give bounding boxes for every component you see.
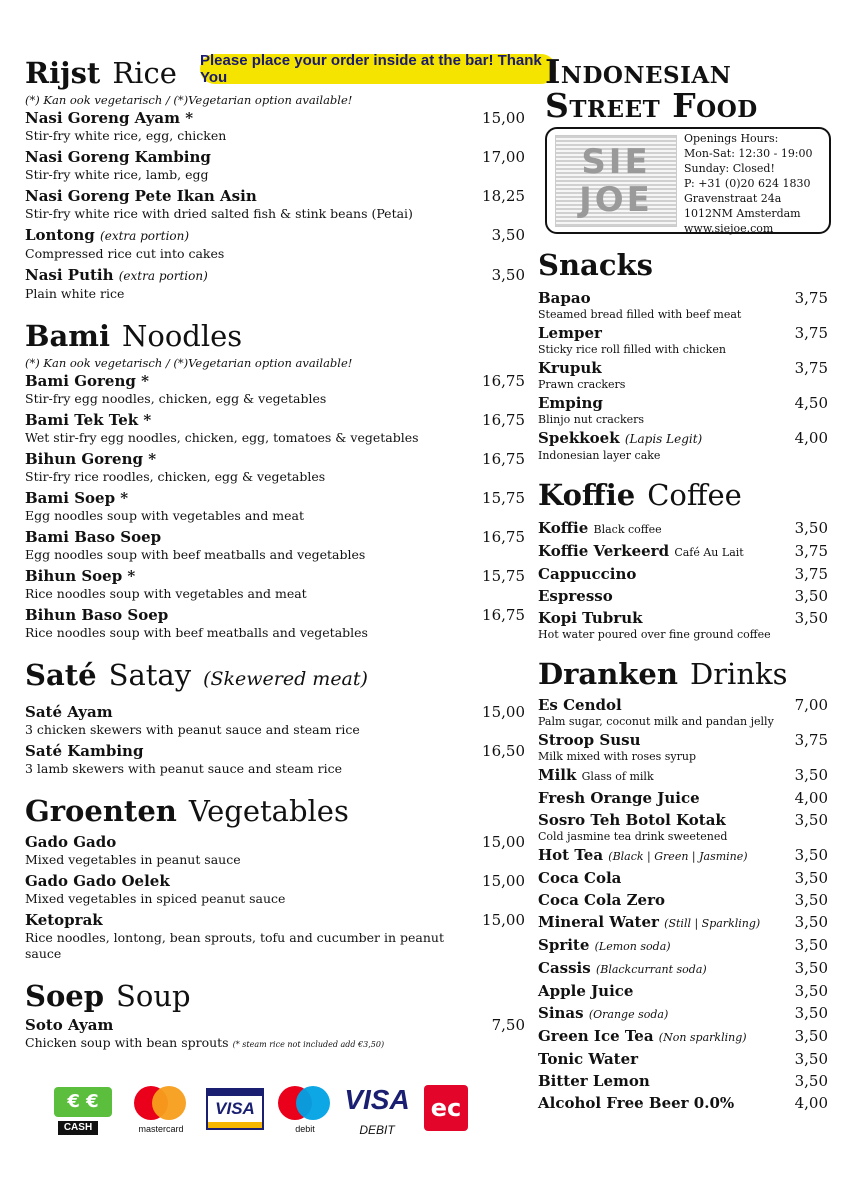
- item-description: Mixed vegetables in peanut sauce: [25, 852, 241, 867]
- item-name: Sprite (Lemon soda): [538, 936, 671, 954]
- item-extra: (Lapis Legit): [624, 432, 703, 446]
- item-price: 15,00: [482, 872, 525, 890]
- brand-title: [545, 52, 835, 125]
- item-price: 4,00: [794, 429, 828, 447]
- item-name: Hot Tea (Black | Green | Jasmine): [538, 846, 748, 864]
- item-name: Spekkoek (Lapis Legit): [538, 429, 703, 447]
- item-price: 3,75: [794, 324, 828, 342]
- item-name: Fresh Orange Juice: [538, 789, 700, 807]
- section-title: Snacks: [538, 248, 653, 282]
- item-name: Espresso: [538, 587, 613, 605]
- item-description: Stir-fry white rice with dried salted fish & stink beans (Petai): [25, 206, 413, 221]
- item-price: 3,50: [794, 1004, 828, 1022]
- item-description: Stir-fry egg noodles, chicken, egg & vegetables: [25, 391, 327, 406]
- item-price: 15,00: [482, 833, 525, 851]
- menu-item: [25, 489, 525, 524]
- menu-item: [538, 766, 828, 786]
- item-name: Cappuccino: [538, 565, 637, 583]
- item-price: 3,75: [794, 731, 828, 749]
- menu-item: [538, 1072, 828, 1091]
- menu-item: [25, 187, 525, 222]
- item-description: Blinjo nut crackers: [538, 413, 645, 426]
- item-name: Milk Glass of milk: [538, 766, 654, 784]
- item-description: Rice noodles, lontong, bean sprouts, tofu and cucumber in peanut sauce: [25, 930, 444, 961]
- payment-methods: [52, 1083, 472, 1143]
- info-line: Mon-Sat: 12:30 - 19:00: [684, 147, 813, 160]
- item-description: Steamed bread filled with beef meat: [538, 308, 742, 321]
- item-price: 16,75: [482, 450, 525, 468]
- menu-item: [25, 109, 525, 144]
- menu-item: [538, 1050, 828, 1069]
- visa-debit-icon: VISA DEBIT: [344, 1084, 410, 1137]
- info-line: Sunday: Closed!: [684, 162, 775, 175]
- item-price: 4,00: [794, 789, 828, 807]
- section-title: Bami Noodles: [25, 319, 243, 353]
- menu-item: [25, 528, 525, 563]
- info-line: Openings Hours:: [684, 132, 779, 145]
- item-name: Bami Soep *: [25, 489, 129, 507]
- item-price: 3,50: [794, 766, 828, 784]
- section-coffee: [538, 477, 828, 641]
- veg-note: (*) Kan ook vegetarisch / (*)Vegetarian option available!: [25, 356, 353, 370]
- menu-item: [25, 911, 525, 962]
- item-price: 7,00: [794, 696, 828, 714]
- item-description: Stir-fry rice roodles, chicken, egg & vegetables: [25, 469, 326, 484]
- menu-item: [25, 606, 525, 641]
- menu-item: [25, 1016, 525, 1053]
- section-drinks: [538, 656, 828, 1113]
- menu-item: [25, 833, 525, 868]
- item-price: 15,00: [482, 911, 525, 929]
- menu-item: [538, 696, 828, 728]
- item-name: Bami Goreng *: [25, 372, 149, 390]
- menu-item: [538, 359, 828, 391]
- item-name: Saté Ayam: [25, 703, 113, 721]
- menu-item: [538, 869, 828, 888]
- menu-item: [538, 542, 828, 562]
- menu-item: [25, 372, 525, 407]
- brand-line-1: Indonesian: [545, 52, 732, 91]
- item-name: Coca Cola: [538, 869, 622, 887]
- menu-item: [538, 936, 828, 956]
- item-description: Stir-fry white rice, lamb, egg: [25, 167, 209, 182]
- section-title: Saté Satay (Skewered meat): [25, 658, 368, 692]
- item-description: Sticky rice roll filled with chicken: [538, 343, 726, 356]
- item-name: Bihun Soep *: [25, 567, 136, 585]
- item-name: Bami Tek Tek *: [25, 411, 152, 429]
- item-price: 16,75: [482, 372, 525, 390]
- item-description: Stir-fry white rice, egg, chicken: [25, 128, 227, 143]
- item-description: Prawn crackers: [538, 378, 626, 391]
- section-soup: [25, 978, 525, 1053]
- item-name: Nasi Putih (extra portion): [25, 266, 208, 284]
- item-description: Egg noodles soup with beef meatballs and vegetables: [25, 547, 366, 562]
- menu-item: [538, 565, 828, 584]
- item-price: 15,00: [482, 109, 525, 127]
- item-price: 3,50: [491, 226, 525, 244]
- item-price: 3,50: [794, 846, 828, 864]
- item-price: 3,50: [794, 959, 828, 977]
- item-price: 3,50: [794, 519, 828, 537]
- item-name: Soto Ayam: [25, 1016, 114, 1034]
- section-satay: [25, 657, 525, 777]
- item-subtitle: (Black | Green | Jasmine): [608, 850, 748, 863]
- item-price: 15,75: [482, 567, 525, 585]
- item-description: Rice noodles soup with vegetables and meat: [25, 586, 307, 601]
- item-description: 3 chicken skewers with peanut sauce and steam rice: [25, 722, 360, 737]
- menu-item: [538, 811, 828, 843]
- item-name: Koffie Verkeerd Café Au Lait: [538, 542, 744, 560]
- menu-item: [538, 1027, 828, 1047]
- item-name: Koffie Black coffee: [538, 519, 662, 537]
- menu-item: [538, 846, 828, 866]
- item-name: Lontong (extra portion): [25, 226, 190, 244]
- item-price: 16,75: [482, 528, 525, 546]
- item-price: 3,50: [794, 982, 828, 1000]
- item-price: 3,50: [794, 1050, 828, 1068]
- section-snacks: [538, 247, 828, 462]
- item-name: Alcohol Free Beer 0.0%: [538, 1094, 735, 1112]
- item-price: 3,50: [794, 811, 828, 829]
- menu-item: [538, 891, 828, 910]
- menu-item: [25, 148, 525, 183]
- item-name: Es Cendol: [538, 696, 622, 714]
- item-price: 3,75: [794, 289, 828, 307]
- item-name: Green Ice Tea (Non sparkling): [538, 1027, 747, 1045]
- menu-item: [538, 1004, 828, 1024]
- section-title: Koffie Coffee: [538, 478, 742, 512]
- item-extra: (extra portion): [100, 229, 190, 243]
- item-name: Coca Cola Zero: [538, 891, 666, 909]
- item-description: Milk mixed with roses syrup: [538, 750, 697, 763]
- item-price: 7,50: [491, 1016, 525, 1034]
- item-description: Compressed rice cut into cakes: [25, 246, 225, 261]
- item-price: 3,50: [491, 266, 525, 284]
- item-price: 3,50: [794, 1027, 828, 1045]
- item-name: Nasi Goreng Pete Ikan Asin: [25, 187, 257, 205]
- item-name: Nasi Goreng Ayam *: [25, 109, 194, 127]
- menu-item: [25, 266, 525, 302]
- maestro-debit-icon: debit: [274, 1083, 336, 1138]
- menu-item: [25, 226, 525, 262]
- item-price: 3,50: [794, 891, 828, 909]
- item-description: Cold jasmine tea drink sweetened: [538, 830, 728, 843]
- menu-item: [538, 609, 828, 641]
- menu-item: [538, 913, 828, 933]
- item-name: Nasi Goreng Kambing: [25, 148, 211, 166]
- item-price: 3,75: [794, 542, 828, 560]
- item-footnote: (* steam rice not included add €3,50): [232, 1040, 385, 1049]
- item-name: Stroop Susu: [538, 731, 641, 749]
- section-title: Rijst Rice: [25, 56, 177, 90]
- item-name: Gado Gado Oelek: [25, 872, 170, 890]
- menu-item: [538, 1094, 828, 1113]
- menu-item: [538, 289, 828, 321]
- menu-item: [25, 411, 525, 446]
- item-price: 4,00: [794, 1094, 828, 1112]
- item-price: 3,75: [794, 565, 828, 583]
- item-description: Plain white rice: [25, 286, 125, 301]
- item-description: Chicken soup with bean sprouts (* steam rice not included add €3,50): [25, 1035, 385, 1050]
- item-price: 3,50: [794, 936, 828, 954]
- opening-info: [684, 131, 813, 236]
- order-banner: Please place your order inside at the bar! Thank You: [200, 54, 556, 84]
- section-rice: [25, 55, 525, 302]
- veg-note: (*) Kan ook vegetarisch / (*)Vegetarian option available!: [25, 93, 353, 107]
- item-price: 15,00: [482, 703, 525, 721]
- item-description: Wet stir-fry egg noodles, chicken, egg, tomatoes & vegetables: [25, 430, 419, 445]
- menu-item: [25, 567, 525, 602]
- item-price: 17,00: [482, 148, 525, 166]
- item-name: Tonic Water: [538, 1050, 639, 1068]
- item-price: 3,50: [794, 869, 828, 887]
- cash-icon: € € CASH: [52, 1083, 116, 1138]
- visa-icon: VISA: [206, 1083, 264, 1138]
- menu-item: [538, 789, 828, 808]
- menu-item: [538, 982, 828, 1001]
- item-price: 18,25: [482, 187, 525, 205]
- item-name: Sinas (Orange soda): [538, 1004, 669, 1022]
- item-price: 3,50: [794, 913, 828, 931]
- item-subtitle: Café Au Lait: [674, 546, 744, 559]
- item-name: Bitter Lemon: [538, 1072, 650, 1090]
- item-price: 16,50: [482, 742, 525, 760]
- item-price: 16,75: [482, 411, 525, 429]
- item-extra: (extra portion): [118, 269, 208, 283]
- item-name: Ketoprak: [25, 911, 103, 929]
- item-description: Mixed vegetables in spiced peanut sauce: [25, 891, 286, 906]
- item-subtitle: Glass of milk: [581, 770, 654, 783]
- item-name: Gado Gado: [25, 833, 117, 851]
- brand-line-2: Street Food: [545, 86, 758, 125]
- item-description: Hot water poured over fine ground coffee: [538, 628, 771, 641]
- item-price: 4,50: [794, 394, 828, 412]
- website-link[interactable]: www.siejoe.com: [684, 222, 774, 235]
- item-subtitle: (Blackcurrant soda): [595, 963, 707, 976]
- item-price: 3,75: [794, 359, 828, 377]
- item-price: 16,75: [482, 606, 525, 624]
- ec-icon: ec: [424, 1083, 468, 1138]
- menu-item: [538, 429, 828, 462]
- section-title: Soep Soup: [25, 979, 191, 1013]
- info-line: Gravenstraat 24a: [684, 192, 782, 205]
- menu-item: [538, 587, 828, 606]
- item-description: Rice noodles soup with beef meatballs and vegetables: [25, 625, 368, 640]
- item-name: Sosro Teh Botol Kotak: [538, 811, 726, 829]
- item-name: Apple Juice: [538, 982, 634, 1000]
- menu-item: [25, 703, 525, 738]
- item-name: Mineral Water (Still | Sparkling): [538, 913, 761, 931]
- menu-item: [538, 959, 828, 979]
- section-noodles: [25, 318, 525, 641]
- item-price: 3,50: [794, 1072, 828, 1090]
- item-subtitle: (Non sparkling): [658, 1031, 747, 1044]
- item-description: 3 lamb skewers with peanut sauce and steam rice: [25, 761, 342, 776]
- item-name: Bihun Goreng *: [25, 450, 157, 468]
- item-price: 3,50: [794, 609, 828, 627]
- info-box: [545, 127, 831, 234]
- menu-item: [538, 394, 828, 426]
- info-line: P: +31 (0)20 624 1830: [684, 177, 811, 190]
- item-name: Saté Kambing: [25, 742, 144, 760]
- item-name: Bihun Baso Soep: [25, 606, 169, 624]
- item-name: Krupuk: [538, 359, 602, 377]
- menu-item: [25, 872, 525, 907]
- item-price: 3,50: [794, 587, 828, 605]
- item-description: Indonesian layer cake: [538, 449, 661, 462]
- item-subtitle: (Orange soda): [588, 1008, 669, 1021]
- item-name: Kopi Tubruk: [538, 609, 643, 627]
- section-title: Dranken Drinks: [538, 657, 788, 691]
- menu-item: [538, 324, 828, 356]
- section-vegetables: [25, 793, 525, 962]
- menu-item: [25, 742, 525, 777]
- section-title: Groenten Vegetables: [25, 794, 349, 828]
- item-subtitle: Black coffee: [593, 523, 662, 536]
- item-subtitle: (Lemon soda): [594, 940, 671, 953]
- menu-item: [538, 731, 828, 763]
- item-name: Emping: [538, 394, 603, 412]
- right-column: [538, 247, 828, 1116]
- item-price: 15,75: [482, 489, 525, 507]
- menu-item: [25, 450, 525, 485]
- item-subtitle: (Still | Sparkling): [664, 917, 761, 930]
- item-name: Cassis (Blackcurrant soda): [538, 959, 707, 977]
- mastercard-icon: mastercard: [130, 1083, 192, 1138]
- info-line: 1012NM Amsterdam: [684, 207, 801, 220]
- menu-item: [538, 519, 828, 539]
- item-name: Bapao: [538, 289, 591, 307]
- item-description: Palm sugar, coconut milk and pandan jelly: [538, 715, 774, 728]
- item-description: Egg noodles soup with vegetables and meat: [25, 508, 305, 523]
- item-name: Lemper: [538, 324, 602, 342]
- left-column: [25, 55, 525, 1057]
- item-name: Bami Baso Soep: [25, 528, 162, 546]
- siejoe-logo: SIE JOE: [555, 135, 677, 227]
